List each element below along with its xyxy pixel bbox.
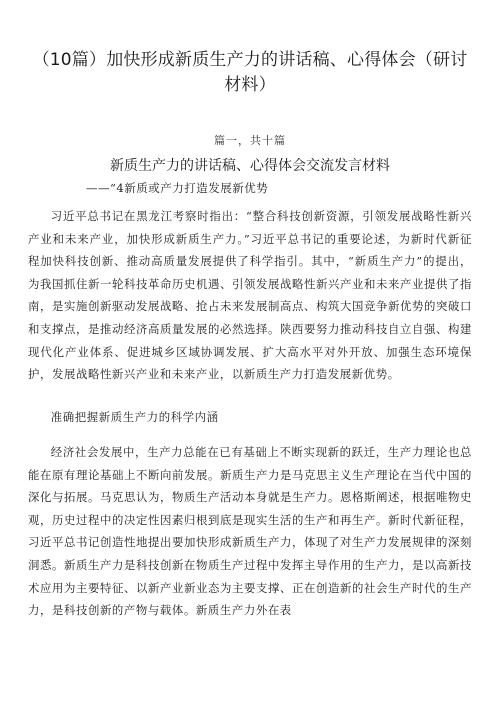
- section-heading: 准确把握新质生产力的科学内涵: [50, 410, 219, 424]
- document-subtitle: 新质生产力的讲话稿、心得体会交流发言材料: [110, 158, 390, 174]
- section-label: 篇一，共十篇: [214, 134, 286, 147]
- subtitle-dash-line: ——“4新质或产力打造发展新优势: [86, 181, 269, 195]
- paragraph-1: 习近平总书记在黑龙江考察时指出：“整合科技创新资源，引领发展战略性新兴产业和未来产业，加快形成新质生产力。”习近平总书记的重要论述，为新时代新征程加快科技创新、推动高质量发展提供了科学指引。其中，“新质生产力”的提出，为我国抓住新一轮科技革命历史机遇、引领发展战略性新兴产业和未来产业提供了指南，是实施创新驱动发展战略、抢占未来发展制高点、构筑大国竞争新优势的突破口和支撑点，是推动经济高质量发展的必然选择。陕西要努力推动科技自立自强、构建现代化产业体系、促进城乡区域协调发展、扩大高水平对外开放、加强生态环境保护，发展战略性新兴产业和未来产业，以新质生产力打造发展新优势。: [28, 209, 472, 382]
- document-title: （10篇）加快形成新质生产力的讲话稿、心得体会（研讨材料）: [32, 50, 468, 95]
- paragraph-2: 经济社会发展中，生产力总能在已有基础上不断实现新的跃迁，生产力理论也总能在原有理论基础上不断向前发展。新质生产力是马克思主义生产理论在当代中国的深化与拓展。马克思认为，物质生产活动本身就是生产力。恩格斯阐述，根据唯物史观，历史过程中的决定性因素归根到底是现实生活的生产和再生产。新时代新征程，习近平总书记创造性地提出要加快形成新质生产力，体现了对生产力发展规律的深刻洞悉。新质生产力是科技创新在物质生产过程中发挥主导作用的生产力，是以高新技术应用为主要特征、以新产业新业态为主要支撑、正在创造新的社会生产时代的生产力，是科技创新的产物与载体。新质生产力外在表: [28, 445, 472, 618]
